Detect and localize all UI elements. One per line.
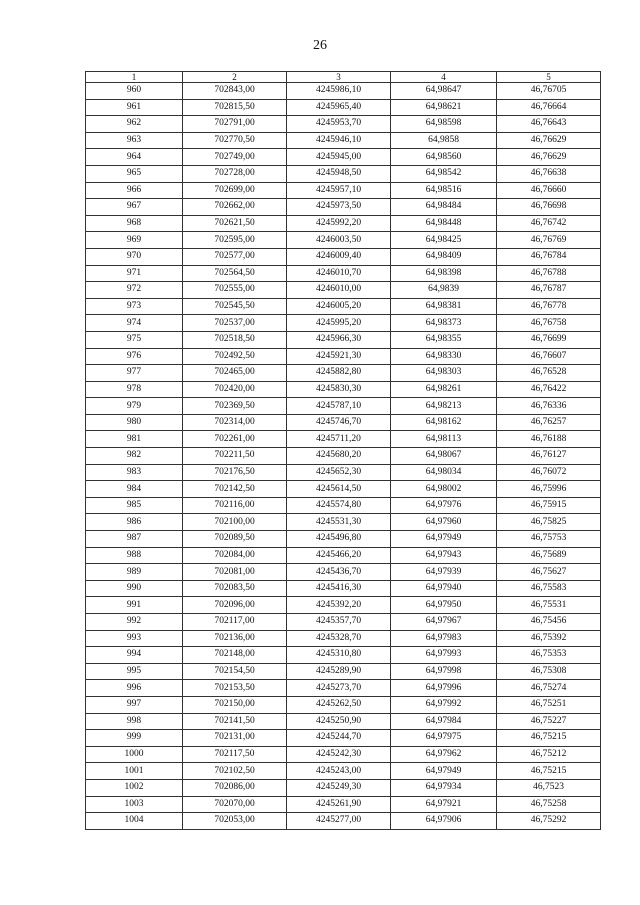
y-coordinate-cell: 4245328,70 [287, 630, 391, 647]
latitude-cell: 46,76629 [497, 132, 601, 149]
point-number-cell: 977 [86, 365, 183, 382]
table-row [86, 630, 601, 647]
point-number-cell: 964 [86, 149, 183, 166]
y-coordinate-cell: 4245416,30 [287, 580, 391, 597]
table-row [86, 564, 601, 581]
table-row [86, 431, 601, 448]
point-number-cell: 984 [86, 481, 183, 498]
x-coordinate-cell: 702555,00 [183, 282, 287, 299]
y-coordinate-cell: 4245242,30 [287, 746, 391, 763]
longitude-cell: 64,97996 [391, 680, 497, 697]
x-coordinate-cell: 702136,00 [183, 630, 287, 647]
point-number-cell: 971 [86, 265, 183, 282]
latitude-cell: 46,75258 [497, 796, 601, 813]
latitude-cell: 46,75392 [497, 630, 601, 647]
x-coordinate-cell: 702314,00 [183, 414, 287, 431]
longitude-cell: 64,98398 [391, 265, 497, 282]
x-coordinate-cell: 702211,50 [183, 448, 287, 465]
point-number-cell: 969 [86, 232, 183, 249]
longitude-cell: 64,97984 [391, 713, 497, 730]
point-number-cell: 999 [86, 730, 183, 747]
x-coordinate-cell: 702577,00 [183, 248, 287, 265]
longitude-cell: 64,98381 [391, 298, 497, 315]
latitude-cell: 46,75627 [497, 564, 601, 581]
x-coordinate-cell: 702537,00 [183, 315, 287, 332]
y-coordinate-cell: 4245261,90 [287, 796, 391, 813]
x-coordinate-cell: 702662,00 [183, 199, 287, 216]
latitude-cell: 46,75227 [497, 713, 601, 730]
latitude-cell: 46,76742 [497, 215, 601, 232]
table-row [86, 265, 601, 282]
x-coordinate-cell: 702100,00 [183, 514, 287, 531]
table-row [86, 83, 601, 100]
longitude-cell: 64,98484 [391, 199, 497, 216]
table-row [86, 282, 601, 299]
latitude-cell: 46,75689 [497, 547, 601, 564]
longitude-cell: 64,98647 [391, 83, 497, 100]
point-number-cell: 997 [86, 696, 183, 713]
y-coordinate-cell: 4245986,10 [287, 83, 391, 100]
point-number-cell: 989 [86, 564, 183, 581]
y-coordinate-cell: 4245392,20 [287, 597, 391, 614]
x-coordinate-cell: 702150,00 [183, 696, 287, 713]
latitude-cell: 46,76784 [497, 248, 601, 265]
y-coordinate-cell: 4245574,80 [287, 497, 391, 514]
table-row [86, 779, 601, 796]
latitude-cell: 46,75753 [497, 531, 601, 548]
point-number-cell: 1000 [86, 746, 183, 763]
longitude-cell: 64,98542 [391, 165, 497, 182]
x-coordinate-cell: 702148,00 [183, 647, 287, 664]
table-row [86, 315, 601, 332]
point-number-cell: 978 [86, 381, 183, 398]
table-body [86, 83, 601, 830]
y-coordinate-cell: 4245787,10 [287, 398, 391, 415]
table-row [86, 514, 601, 531]
x-coordinate-cell: 702053,00 [183, 813, 287, 830]
x-coordinate-cell: 702545,50 [183, 298, 287, 315]
y-coordinate-cell: 4245289,90 [287, 663, 391, 680]
point-number-cell: 990 [86, 580, 183, 597]
y-coordinate-cell: 4245957,10 [287, 182, 391, 199]
point-number-cell: 994 [86, 647, 183, 664]
point-number-cell: 970 [86, 248, 183, 265]
longitude-cell: 64,97993 [391, 647, 497, 664]
latitude-cell: 46,76336 [497, 398, 601, 415]
x-coordinate-cell: 702728,00 [183, 165, 287, 182]
latitude-cell: 46,76422 [497, 381, 601, 398]
point-number-cell: 972 [86, 282, 183, 299]
latitude-cell: 46,76257 [497, 414, 601, 431]
point-number-cell: 966 [86, 182, 183, 199]
x-coordinate-cell: 702083,50 [183, 580, 287, 597]
table-header-row [86, 72, 601, 83]
column-header: 5 [497, 72, 601, 83]
x-coordinate-cell: 702492,50 [183, 348, 287, 365]
longitude-cell: 64,97940 [391, 580, 497, 597]
latitude-cell: 46,7523 [497, 779, 601, 796]
point-number-cell: 961 [86, 99, 183, 116]
table-row [86, 481, 601, 498]
x-coordinate-cell: 702070,00 [183, 796, 287, 813]
table-row [86, 597, 601, 614]
y-coordinate-cell: 4246009,40 [287, 248, 391, 265]
table-row [86, 149, 601, 166]
x-coordinate-cell: 702369,50 [183, 398, 287, 415]
longitude-cell: 64,98067 [391, 448, 497, 465]
point-number-cell: 1003 [86, 796, 183, 813]
y-coordinate-cell: 4245966,30 [287, 331, 391, 348]
latitude-cell: 46,76607 [497, 348, 601, 365]
point-number-cell: 993 [86, 630, 183, 647]
latitude-cell: 46,76188 [497, 431, 601, 448]
point-number-cell: 1002 [86, 779, 183, 796]
point-number-cell: 988 [86, 547, 183, 564]
x-coordinate-cell: 702117,50 [183, 746, 287, 763]
point-number-cell: 979 [86, 398, 183, 415]
latitude-cell: 46,75212 [497, 746, 601, 763]
longitude-cell: 64,97975 [391, 730, 497, 747]
point-number-cell: 986 [86, 514, 183, 531]
latitude-cell: 46,75215 [497, 763, 601, 780]
latitude-cell: 46,76758 [497, 315, 601, 332]
point-number-cell: 960 [86, 83, 183, 100]
coordinates-table [85, 71, 601, 830]
longitude-cell: 64,97998 [391, 663, 497, 680]
y-coordinate-cell: 4245496,80 [287, 531, 391, 548]
longitude-cell: 64,97934 [391, 779, 497, 796]
table-row [86, 813, 601, 830]
table-row [86, 99, 601, 116]
table-row [86, 531, 601, 548]
latitude-cell: 46,75531 [497, 597, 601, 614]
table-row [86, 696, 601, 713]
point-number-cell: 975 [86, 331, 183, 348]
longitude-cell: 64,98560 [391, 149, 497, 166]
x-coordinate-cell: 702086,00 [183, 779, 287, 796]
longitude-cell: 64,98598 [391, 116, 497, 133]
point-number-cell: 968 [86, 215, 183, 232]
x-coordinate-cell: 702465,00 [183, 365, 287, 382]
longitude-cell: 64,97976 [391, 497, 497, 514]
latitude-cell: 46,76638 [497, 165, 601, 182]
table-row [86, 199, 601, 216]
y-coordinate-cell: 4245243,00 [287, 763, 391, 780]
y-coordinate-cell: 4245680,20 [287, 448, 391, 465]
table-row [86, 331, 601, 348]
latitude-cell: 46,76769 [497, 232, 601, 249]
x-coordinate-cell: 702595,00 [183, 232, 287, 249]
y-coordinate-cell: 4245992,20 [287, 215, 391, 232]
longitude-cell: 64,98425 [391, 232, 497, 249]
x-coordinate-cell: 702081,00 [183, 564, 287, 581]
longitude-cell: 64,97950 [391, 597, 497, 614]
latitude-cell: 46,76528 [497, 365, 601, 382]
table-row [86, 116, 601, 133]
point-number-cell: 998 [86, 713, 183, 730]
latitude-cell: 46,75251 [497, 696, 601, 713]
latitude-cell: 46,75274 [497, 680, 601, 697]
table-row [86, 763, 601, 780]
point-number-cell: 996 [86, 680, 183, 697]
point-number-cell: 976 [86, 348, 183, 365]
table-row [86, 730, 601, 747]
y-coordinate-cell: 4245436,70 [287, 564, 391, 581]
y-coordinate-cell: 4245945,00 [287, 149, 391, 166]
x-coordinate-cell: 702770,50 [183, 132, 287, 149]
table-row [86, 547, 601, 564]
x-coordinate-cell: 702815,50 [183, 99, 287, 116]
table-row [86, 746, 601, 763]
longitude-cell: 64,98621 [391, 99, 497, 116]
y-coordinate-cell: 4246005,20 [287, 298, 391, 315]
x-coordinate-cell: 702749,00 [183, 149, 287, 166]
table-row [86, 497, 601, 514]
table-row [86, 215, 601, 232]
y-coordinate-cell: 4245953,70 [287, 116, 391, 133]
table-row [86, 448, 601, 465]
point-number-cell: 962 [86, 116, 183, 133]
longitude-cell: 64,98373 [391, 315, 497, 332]
latitude-cell: 46,76787 [497, 282, 601, 299]
table-row [86, 248, 601, 265]
y-coordinate-cell: 4245310,80 [287, 647, 391, 664]
point-number-cell: 980 [86, 414, 183, 431]
table-row [86, 414, 601, 431]
table-row [86, 365, 601, 382]
longitude-cell: 64,98355 [391, 331, 497, 348]
longitude-cell: 64,98034 [391, 464, 497, 481]
longitude-cell: 64,98213 [391, 398, 497, 415]
latitude-cell: 46,76705 [497, 83, 601, 100]
point-number-cell: 982 [86, 448, 183, 465]
point-number-cell: 1001 [86, 763, 183, 780]
longitude-cell: 64,98516 [391, 182, 497, 199]
longitude-cell: 64,97949 [391, 531, 497, 548]
latitude-cell: 46,76664 [497, 99, 601, 116]
table-row [86, 132, 601, 149]
point-number-cell: 991 [86, 597, 183, 614]
latitude-cell: 46,75456 [497, 614, 601, 631]
y-coordinate-cell: 4245652,30 [287, 464, 391, 481]
x-coordinate-cell: 702518,50 [183, 331, 287, 348]
latitude-cell: 46,76699 [497, 331, 601, 348]
y-coordinate-cell: 4245614,50 [287, 481, 391, 498]
table-row [86, 680, 601, 697]
y-coordinate-cell: 4246010,70 [287, 265, 391, 282]
longitude-cell: 64,9858 [391, 132, 497, 149]
x-coordinate-cell: 702261,00 [183, 431, 287, 448]
table-row [86, 298, 601, 315]
longitude-cell: 64,98448 [391, 215, 497, 232]
x-coordinate-cell: 702131,00 [183, 730, 287, 747]
y-coordinate-cell: 4245531,30 [287, 514, 391, 531]
x-coordinate-cell: 702142,50 [183, 481, 287, 498]
y-coordinate-cell: 4246010,00 [287, 282, 391, 299]
point-number-cell: 967 [86, 199, 183, 216]
longitude-cell: 64,97921 [391, 796, 497, 813]
y-coordinate-cell: 4245746,70 [287, 414, 391, 431]
y-coordinate-cell: 4245357,70 [287, 614, 391, 631]
y-coordinate-cell: 4245948,50 [287, 165, 391, 182]
table-row [86, 464, 601, 481]
longitude-cell: 64,98002 [391, 481, 497, 498]
longitude-cell: 64,98261 [391, 381, 497, 398]
x-coordinate-cell: 702096,00 [183, 597, 287, 614]
latitude-cell: 46,75215 [497, 730, 601, 747]
y-coordinate-cell: 4245466,20 [287, 547, 391, 564]
longitude-cell: 64,98303 [391, 365, 497, 382]
point-number-cell: 1004 [86, 813, 183, 830]
table-row [86, 580, 601, 597]
point-number-cell: 974 [86, 315, 183, 332]
y-coordinate-cell: 4245882,80 [287, 365, 391, 382]
y-coordinate-cell: 4245965,40 [287, 99, 391, 116]
column-header: 2 [183, 72, 287, 83]
point-number-cell: 963 [86, 132, 183, 149]
longitude-cell: 64,97939 [391, 564, 497, 581]
x-coordinate-cell: 702153,50 [183, 680, 287, 697]
longitude-cell: 64,98162 [391, 414, 497, 431]
table-row [86, 348, 601, 365]
point-number-cell: 987 [86, 531, 183, 548]
table-row [86, 165, 601, 182]
latitude-cell: 46,75292 [497, 813, 601, 830]
y-coordinate-cell: 4245921,30 [287, 348, 391, 365]
y-coordinate-cell: 4245995,20 [287, 315, 391, 332]
longitude-cell: 64,97983 [391, 630, 497, 647]
latitude-cell: 46,76072 [497, 464, 601, 481]
table-row [86, 614, 601, 631]
point-number-cell: 973 [86, 298, 183, 315]
latitude-cell: 46,76643 [497, 116, 601, 133]
table-row [86, 796, 601, 813]
column-header: 4 [391, 72, 497, 83]
table-row [86, 182, 601, 199]
latitude-cell: 46,75353 [497, 647, 601, 664]
y-coordinate-cell: 4245973,50 [287, 199, 391, 216]
longitude-cell: 64,98113 [391, 431, 497, 448]
latitude-cell: 46,75825 [497, 514, 601, 531]
table-row [86, 398, 601, 415]
point-number-cell: 983 [86, 464, 183, 481]
x-coordinate-cell: 702089,50 [183, 531, 287, 548]
table-row [86, 647, 601, 664]
page-number: 26 [313, 38, 327, 53]
longitude-cell: 64,97960 [391, 514, 497, 531]
x-coordinate-cell: 702699,00 [183, 182, 287, 199]
y-coordinate-cell: 4245262,50 [287, 696, 391, 713]
longitude-cell: 64,97943 [391, 547, 497, 564]
latitude-cell: 46,75915 [497, 497, 601, 514]
point-number-cell: 965 [86, 165, 183, 182]
x-coordinate-cell: 702117,00 [183, 614, 287, 631]
table-row [86, 713, 601, 730]
column-header: 1 [86, 72, 183, 83]
y-coordinate-cell: 4245250,90 [287, 713, 391, 730]
longitude-cell: 64,97992 [391, 696, 497, 713]
y-coordinate-cell: 4245249,30 [287, 779, 391, 796]
y-coordinate-cell: 4245711,20 [287, 431, 391, 448]
x-coordinate-cell: 702116,00 [183, 497, 287, 514]
y-coordinate-cell: 4245830,30 [287, 381, 391, 398]
y-coordinate-cell: 4245244,70 [287, 730, 391, 747]
latitude-cell: 46,76629 [497, 149, 601, 166]
longitude-cell: 64,9839 [391, 282, 497, 299]
y-coordinate-cell: 4246003,50 [287, 232, 391, 249]
latitude-cell: 46,75308 [497, 663, 601, 680]
x-coordinate-cell: 702420,00 [183, 381, 287, 398]
x-coordinate-cell: 702791,00 [183, 116, 287, 133]
latitude-cell: 46,76698 [497, 199, 601, 216]
x-coordinate-cell: 702084,00 [183, 547, 287, 564]
table-row [86, 663, 601, 680]
x-coordinate-cell: 702564,50 [183, 265, 287, 282]
latitude-cell: 46,75583 [497, 580, 601, 597]
x-coordinate-cell: 702176,50 [183, 464, 287, 481]
latitude-cell: 46,76788 [497, 265, 601, 282]
latitude-cell: 46,76778 [497, 298, 601, 315]
longitude-cell: 64,97906 [391, 813, 497, 830]
point-number-cell: 981 [86, 431, 183, 448]
point-number-cell: 995 [86, 663, 183, 680]
x-coordinate-cell: 702141,50 [183, 713, 287, 730]
longitude-cell: 64,97949 [391, 763, 497, 780]
x-coordinate-cell: 702102,50 [183, 763, 287, 780]
longitude-cell: 64,97962 [391, 746, 497, 763]
latitude-cell: 46,75996 [497, 481, 601, 498]
x-coordinate-cell: 702154,50 [183, 663, 287, 680]
longitude-cell: 64,98330 [391, 348, 497, 365]
column-header: 3 [287, 72, 391, 83]
x-coordinate-cell: 702843,00 [183, 83, 287, 100]
point-number-cell: 985 [86, 497, 183, 514]
latitude-cell: 46,76660 [497, 182, 601, 199]
point-number-cell: 992 [86, 614, 183, 631]
table-row [86, 381, 601, 398]
x-coordinate-cell: 702621,50 [183, 215, 287, 232]
longitude-cell: 64,98409 [391, 248, 497, 265]
y-coordinate-cell: 4245277,00 [287, 813, 391, 830]
latitude-cell: 46,76127 [497, 448, 601, 465]
longitude-cell: 64,97967 [391, 614, 497, 631]
y-coordinate-cell: 4245273,70 [287, 680, 391, 697]
y-coordinate-cell: 4245946,10 [287, 132, 391, 149]
table-row [86, 232, 601, 249]
